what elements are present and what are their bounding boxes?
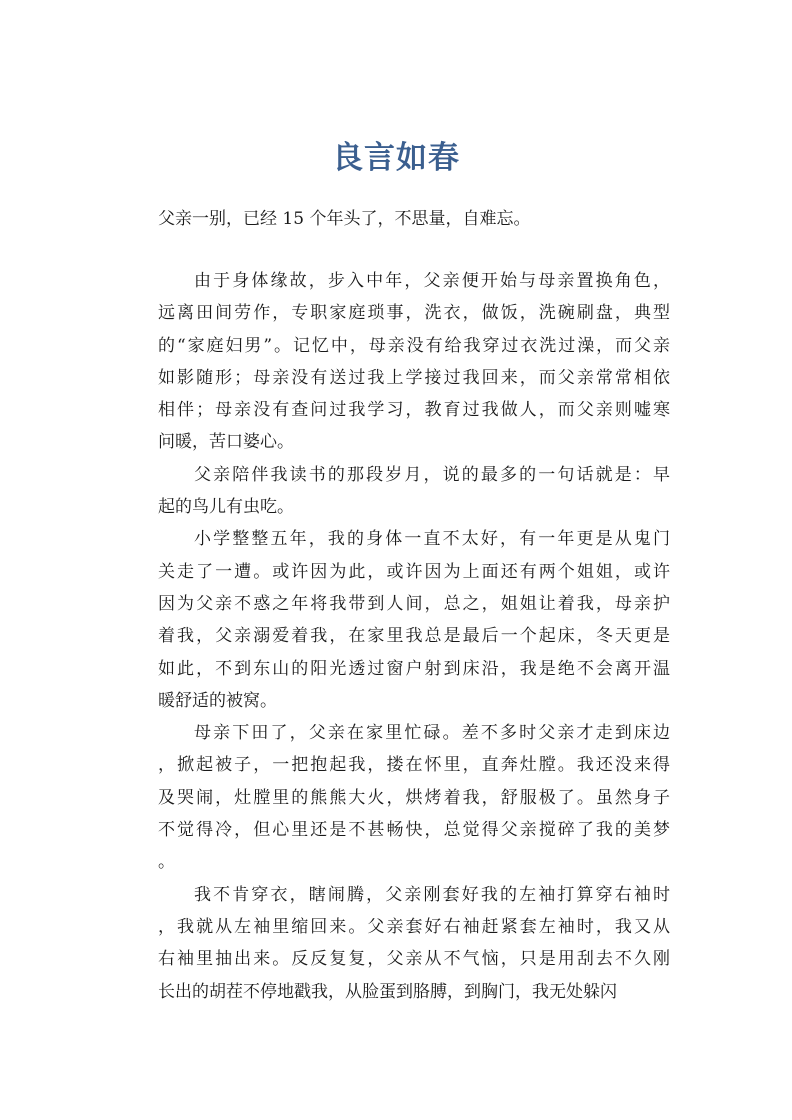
- paragraph-line: 相伴；母亲没有查问过我学习，教育过我做人，而父亲则嘘寒: [158, 400, 670, 421]
- paragraph: [158, 523, 678, 717]
- paragraph-line: 如此，不到东山的阳光透过窗户射到床沿，我是绝不会离开温: [158, 658, 670, 679]
- paragraph-line: 母亲下田了，父亲在家里忙碌。差不多时父亲才走到床边: [194, 723, 670, 744]
- paragraph-line: 我不肯穿衣，瞎闹腾，父亲刚套好我的左袖打算穿右袖时: [194, 884, 670, 905]
- paragraph-line: 暖舒适的被窝。: [158, 690, 277, 711]
- paragraph-line: 。: [158, 852, 175, 873]
- paragraph-line: 如影随形；母亲没有送过我上学接过我回来，而父亲常常相依: [158, 367, 670, 388]
- paragraph-line: 起的鸟儿有虫吃。: [158, 497, 294, 518]
- paragraph-line: 不觉得冷，但心里还是不甚畅快，总觉得父亲搅碎了我的美梦: [158, 820, 670, 841]
- paragraph-line: 问暖，苦口婆心。: [158, 432, 294, 453]
- lead-sentence: 父亲一别，已经 15 个年头了，不思量，自难忘。: [158, 209, 531, 229]
- paragraph: [158, 879, 678, 1008]
- paragraph-line: 由于身体缘故，步入中年，父亲便开始与母亲置换角色，: [194, 271, 670, 291]
- page-title: 良言如春: [332, 140, 460, 176]
- paragraph: [158, 459, 678, 524]
- paragraph-line: ，掀起被子，一把抱起我，搂在怀里，直奔灶膛。我还没来得: [158, 755, 670, 776]
- paragraph-line: 的“家庭妇男”。记忆中，母亲没有给我穿过衣洗过澡，而父亲: [158, 335, 670, 356]
- paragraph-line: 着我，父亲溺爱着我，在家里我总是最后一个起床，冬天更是: [158, 626, 670, 647]
- paragraph-line: ，我就从左袖里缩回来。父亲套好右袖赶紧套左袖时，我又从: [158, 916, 670, 937]
- paragraph-line: 及哭闹，灶膛里的熊熊大火，烘烤着我，舒服极了。虽然身子: [158, 787, 670, 808]
- paragraph-line: 长出的胡茬不停地戳我，从脸蛋到胳膊，到胸门，我无处躲闪: [158, 981, 617, 1002]
- paragraph-line: 父亲陪伴我读书的那段岁月，说的最多的一句话就是：早: [194, 464, 670, 485]
- paragraph-line: 右袖里抽出来。反反复复，父亲从不气恼，只是用刮去不久刚: [158, 949, 670, 970]
- paragraph-line: 关走了一遭。或许因为此，或许因为上面还有两个姐姐，或许: [158, 561, 670, 582]
- paragraph-line: 小学整整五年，我的身体一直不太好，有一年更是从鬼门: [194, 529, 670, 550]
- paragraph: [158, 717, 678, 878]
- article-body: [158, 265, 678, 1008]
- paragraph-line: 因为父亲不惑之年将我带到人间，总之，姐姐让着我，母亲护: [158, 593, 670, 614]
- paragraph-line: 远离田间劳作，专职家庭琐事，洗衣，做饭，洗碗刷盘，典型: [158, 303, 670, 324]
- paragraph: [158, 265, 678, 459]
